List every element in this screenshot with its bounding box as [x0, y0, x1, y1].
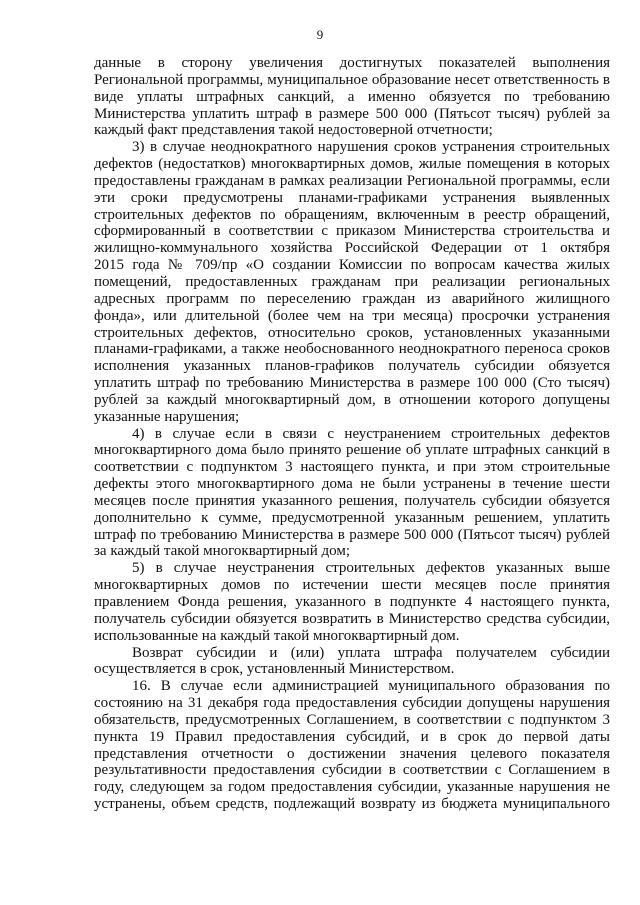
- text-line: виде уплаты штрафных санкций, а именно обязуется по требованию: [94, 88, 610, 105]
- text-line: многоквартирного дома было принято решение об уплате штрафных санкций в: [94, 442, 610, 459]
- text-line: дефектов (недостатков) многоквартирных домов, жилые помещения в которых: [94, 156, 610, 173]
- text-line: Министерства уплатить штраф в размере 500 000 (Пятьсот тысяч) рублей за: [94, 105, 610, 122]
- text-line: году, следующем за годом предоставления субсидии, указанные нарушения не: [94, 779, 610, 796]
- text-line: использованные на каждый такой многоквартирный дом.: [94, 627, 460, 644]
- text-line: многоквартирных домов по истечении шести месяцев после принятия: [94, 577, 610, 594]
- text-line: строительных дефектов, относительно сроков, установленных указанными: [94, 324, 610, 341]
- text-line: 3) в случае неоднократного нарушения сроков устранения строительных: [132, 139, 610, 156]
- text-line: жилищно-коммунального хозяйства Российской Федерации от 1 октября: [94, 240, 610, 257]
- text-line: месяцев после принятия указанного решения, получатель субсидии обязуется: [94, 492, 610, 509]
- text-line: 5) в случае неустранения строительных дефектов указанных выше: [132, 560, 610, 577]
- text-line: данные в сторону увеличения достигнутых показателей выполнения: [94, 55, 610, 71]
- document-body: [94, 55, 610, 813]
- text-line: предоставлены гражданам в рамках реализации Региональной программы, если: [94, 172, 610, 189]
- text-line: Региональной программы, муниципальное образование несет ответственность в: [94, 71, 610, 88]
- paragraph-item-16: [94, 678, 610, 813]
- text-line: указанные нарушения;: [94, 408, 240, 425]
- text-line: исполнения указанных планов-графиков получатель субсидии обязуется: [94, 358, 610, 375]
- text-line: осуществляется в срок, установленный Министерством.: [94, 661, 455, 678]
- text-line: пункта 19 Правил предоставления субсидий, и в срок до первой даты: [94, 728, 610, 745]
- text-line: за каждый такой многоквартирный дом;: [94, 543, 351, 560]
- text-line: правлением Фонда решения, указанного в подпункте 4 настоящего пункта,: [94, 594, 610, 610]
- text-line: уплатить штраф по требованию Министерства в размере 100 000 (Сто тысяч): [94, 375, 610, 392]
- text-line: дополнительно к сумме, предусмотренной указанным решением, уплатить: [94, 509, 610, 526]
- text-line: обязательств, предусмотренных Соглашением, в соответствии с подпунктом 3: [94, 711, 610, 728]
- text-line: дефекты этого многоквартирного дома не были устранены в течение шести: [94, 476, 610, 493]
- text-line: планами-графиками, а также необоснованного неоднократного переноса сроков: [94, 341, 610, 358]
- text-line: результативности предоставления субсидии в соответствии с Соглашением в: [94, 762, 610, 779]
- text-line: соответствии с подпунктом 3 настоящего пункта, и при этом строительные: [94, 459, 610, 476]
- paragraph-refund: [94, 645, 610, 679]
- text-line: 16. В случае если администрацией муниципального образования по: [132, 678, 610, 695]
- text-line: строительных дефектов по обращениям, включенным в реестр обращений,: [94, 206, 610, 223]
- text-line: сформированный в соответствии с приказом Министерства строительства и: [94, 223, 610, 240]
- text-line: устранены, объем средств, подлежащий возврату из бюджета муниципального: [94, 796, 610, 813]
- text-line: эти сроки предусмотрены планами-графиками устранения выявленных: [94, 189, 610, 206]
- text-line: каждый факт представления такой недостоверной отчетности;: [94, 122, 493, 139]
- text-line: 4) в случае если в связи с неустранением строительных дефектов: [132, 425, 610, 442]
- text-line: 2015 года № 709/пр «О создании Комиссии по вопросам качества жилых: [94, 257, 610, 274]
- text-line: представления отчетности о достижении значения целевого показателя: [94, 745, 610, 762]
- paragraph-subitem-4: [94, 426, 610, 561]
- text-line: получатель субсидии обязуется возвратить в Министерство средства субсидии,: [94, 610, 610, 627]
- text-line: рублей за каждый многоквартирный дом, в отношении которого допущены: [94, 391, 610, 408]
- text-line: Возврат субсидии и (или) уплата штрафа получателем субсидии: [132, 644, 610, 661]
- paragraph-continuation: [94, 55, 610, 139]
- text-line: помещений, предоставленных гражданам при реализации региональных: [94, 273, 610, 290]
- text-line: адресных программ по переселению граждан из аварийного жилищного: [94, 290, 610, 307]
- paragraph-subitem-3: [94, 139, 610, 425]
- text-line: фонда», или длительной (более чем на три месяца) просрочки устранения: [94, 307, 610, 324]
- page-number: 9: [316, 27, 324, 42]
- text-line: штраф по требованию Министерства в размере 500 000 (Пятьсот тысяч) рублей: [94, 526, 610, 543]
- text-line: состоянию на 31 декабря года предоставления субсидии допущены нарушения: [94, 695, 610, 712]
- paragraph-subitem-5: [94, 560, 610, 644]
